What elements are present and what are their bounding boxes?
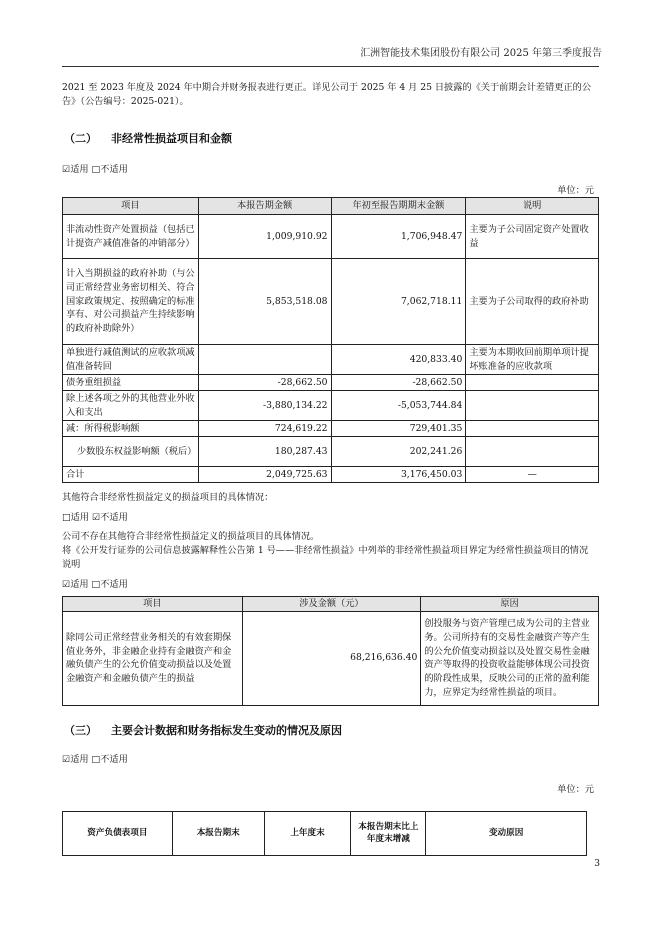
section-2-applicability: ☑适用 □不适用 [62, 164, 128, 175]
row-current: 2,049,725.63 [198, 467, 331, 483]
row-current: 5,853,518.08 [198, 259, 331, 345]
table-row [63, 215, 599, 259]
section-3-title [64, 723, 342, 740]
row-note: — [466, 467, 599, 483]
row-item: 除上述各项之外的其他营业外收入和支出 [63, 391, 199, 421]
section-2-unit: 单位：元 [557, 185, 594, 196]
section-3-number: （三） [64, 724, 97, 737]
col-header-item: 资产负债表项目 [63, 812, 173, 856]
col-header-item: 项目 [63, 198, 199, 215]
page-number: 3 [594, 859, 600, 869]
row-note [466, 391, 599, 421]
non-recurring-gains-table [62, 197, 599, 483]
col-header-change: 本报告期末比上年度末增减 [351, 812, 426, 856]
row-item: 减：所得税影响额 [63, 421, 199, 437]
row-ytd: 1,706,948.47 [331, 215, 466, 259]
row-reason: 创投服务与资产管理已成为公司的主营业务。公司所持有的交易性金融资产等产生的公允价值变动损益以及处置交易性金融资产等取得的投资收益能够体现公司投资的阶段性成果，反映公司的正常的盈利能力，应界定为经常性损益的项目。 [421, 611, 599, 705]
row-note [466, 437, 599, 467]
recurring-items-table [62, 596, 599, 706]
no-other-items-text: 公司不存在其他符合非经常性损益定义的损益项目的具体情况。 [62, 531, 320, 542]
row-ytd: -28,662.50 [331, 375, 466, 391]
section-3-heading: 主要会计数据和财务指标发生变动的情况及原因 [111, 724, 342, 737]
col-header-reason: 原因 [421, 597, 599, 612]
row-note [466, 375, 599, 391]
row-current [198, 345, 331, 375]
row-item: 计入当期损益的政府补助（与公司正常经营业务密切相关、符合国家政策规定、按照确定的标准享有、对公司损益产生持续影响的政府补助除外） [63, 259, 199, 345]
header-divider [62, 66, 599, 67]
table-header-row [63, 198, 599, 215]
balance-sheet-changes-table [62, 811, 587, 856]
row-current: 1,009,910.92 [198, 215, 331, 259]
row-note: 主要为子公司固定资产处置收益 [466, 215, 599, 259]
row-ytd: 3,176,450.03 [331, 467, 466, 483]
row-current: -28,662.50 [198, 375, 331, 391]
row-current: 724,619.22 [198, 421, 331, 437]
row-ytd: 420,833.40 [331, 345, 466, 375]
table-header-row [63, 812, 587, 856]
table-row [63, 611, 599, 705]
row-ytd: 729,401.35 [331, 421, 466, 437]
other-items-text: 其他符合非经常性损益定义的损益项目的具体情况： [62, 492, 274, 503]
col-header-reason: 变动原因 [426, 812, 587, 856]
report-header-title: 汇洲智能技术集团股份有限公司 2025 年第三季度报告 [360, 48, 602, 59]
row-item: 单独进行减值测试的应收款项减值准备转回 [63, 345, 199, 375]
section-2-heading: 非经常性损益项目和金额 [111, 132, 232, 145]
section-3-unit: 单位：元 [557, 784, 594, 795]
table-row [63, 391, 599, 421]
table-row [63, 259, 599, 345]
col-header-prior-year-end: 上年度末 [264, 812, 351, 856]
col-header-ytd: 年初至报告期期末金额 [331, 198, 466, 215]
row-note [466, 421, 599, 437]
recurring-classification-text: 将《公开发行证券的公司信息披露解释性公告第 1 号——非经常性损益》中列举的非经常性损益项目界定为经常性损益项目的情况说明 [62, 545, 589, 570]
col-header-amount: 涉及金额（元） [242, 597, 421, 612]
row-current: -3,880,134.22 [198, 391, 331, 421]
row-current: 180,287.43 [198, 437, 331, 467]
row-amount: 68,216,636.40 [242, 611, 421, 705]
section-3-applicability: ☑适用 □不适用 [62, 754, 128, 765]
col-header-current: 本报告期金额 [198, 198, 331, 215]
table-row [63, 421, 599, 437]
row-ytd: 202,241.26 [331, 437, 466, 467]
col-header-period-end: 本报告期末 [172, 812, 264, 856]
row-ytd: -5,053,744.84 [331, 391, 466, 421]
col-header-item: 项目 [63, 597, 243, 612]
col-header-note: 说明 [466, 198, 599, 215]
intro-paragraph: 2021 至 2023 年度及 2024 年中期合并财务报表进行更正。详见公司于 2025 年 4 月 25 日披露的《关于前期会计差错更正的公告》（公告编号：2025-021）。 [62, 82, 592, 107]
other-items-applicability: □适用 ☑不适用 [62, 512, 128, 523]
row-ytd: 7,062,718.11 [331, 259, 466, 345]
row-note: 主要为本期收回前期单项计提坏账准备的应收款项 [466, 345, 599, 375]
table-row [63, 375, 599, 391]
row-note: 主要为子公司取得的政府补助 [466, 259, 599, 345]
row-item: 除同公司正常经营业务相关的有效套期保值业务外，非金融企业持有金融资产和金融负债产生的公允价值变动损益以及处置金融资产和金融负债产生的损益 [63, 611, 243, 705]
recurring-applicability: ☑适用 □不适用 [62, 579, 128, 590]
section-2-number: （二） [64, 132, 97, 145]
table-row [63, 437, 599, 467]
section-2-title [64, 131, 232, 148]
row-item: 少数股东权益影响额（税后） [63, 437, 199, 467]
table-header-row [63, 597, 599, 612]
table-row [63, 345, 599, 375]
table-row-total [63, 467, 599, 483]
row-item: 债务重组损益 [63, 375, 199, 391]
row-item: 合计 [63, 467, 199, 483]
row-item: 非流动性资产处置损益（包括已计提资产减值准备的冲销部分） [63, 215, 199, 259]
